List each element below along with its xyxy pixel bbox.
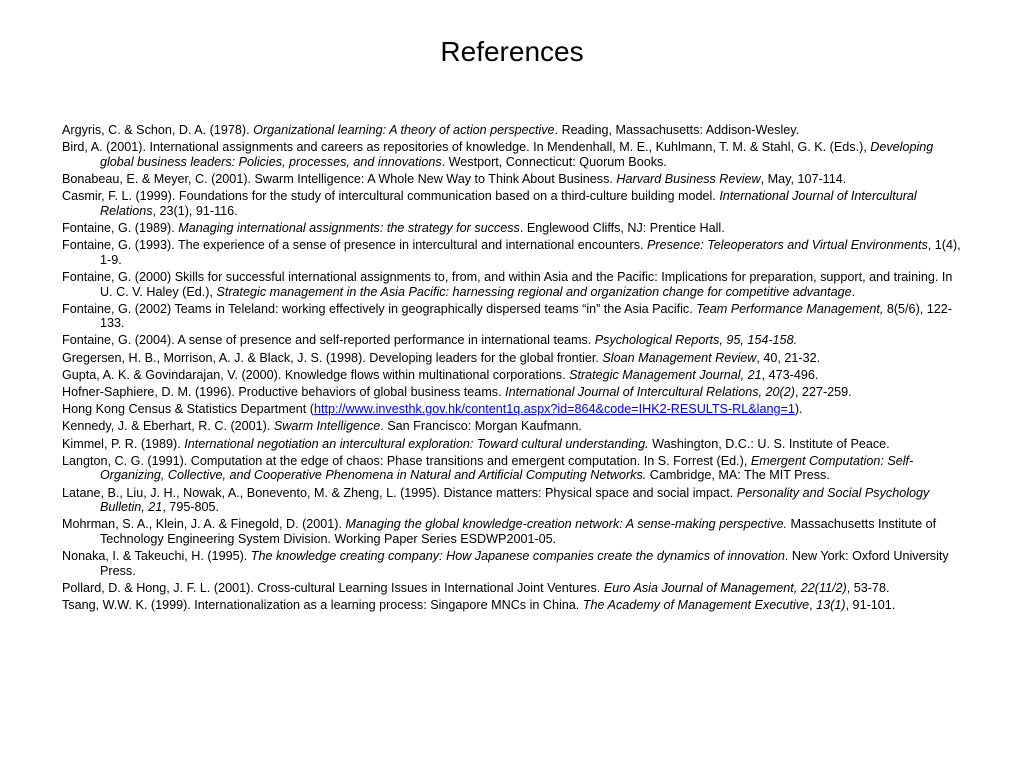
reference-text: Kennedy, J. & Eberhart, R. C. (2001). bbox=[62, 419, 274, 434]
reference-text: Fontaine, G. (1993). The experience of a sense of presence in intercultural and international encounters. bbox=[62, 238, 648, 253]
reference-text: , May, 107-114. bbox=[760, 171, 847, 186]
reference-item bbox=[62, 454, 967, 483]
reference-text: , bbox=[809, 598, 817, 613]
reference-source-title: Personality and Social Psychology Bulletin, 21 bbox=[100, 485, 930, 515]
reference-source-title: 13(1) bbox=[816, 598, 846, 613]
reference-source-title: Managing the global knowledge-creation network: A sense-making perspective. bbox=[345, 517, 787, 532]
reference-text: Langton, C. G. (1991). Computation at the edge of chaos: Phase transitions and emergent computation. In S. Forrest (Ed.), bbox=[62, 453, 751, 468]
reference-text: Bird, A. (2001). International assignments and careers as repositories of knowledge. In Mendenhall, M. E., Kuhlmann, T. M. & Stahl, G. K. (Eds.), bbox=[62, 140, 871, 155]
reference-text: , 23(1), 91-116. bbox=[152, 203, 238, 218]
reference-item bbox=[62, 385, 967, 400]
reference-text: Fontaine, G. (2002) Teams in Teleland: working effectively in geographically dispersed teams “in” the Asia Pacific. bbox=[62, 301, 697, 316]
reference-text: Latane, B., Liu, J. H., Nowak, A., Bonevento, M. & Zheng, L. (1995). Distance matters: Physical space and social impact. bbox=[62, 485, 737, 500]
reference-text: , 91-101. bbox=[845, 598, 896, 613]
reference-text: Massachusetts Institute of Technology Engineering System Division. Working Paper Series ESDWP2001-05. bbox=[100, 517, 937, 546]
reference-source-title: The Academy of Management Executive bbox=[582, 598, 810, 613]
reference-text: Gupta, A. K. & Govindarajan, V. (2000). Knowledge flows within multinational corporations. bbox=[62, 367, 570, 382]
reference-text: Fontaine, G. (1989). bbox=[62, 220, 179, 235]
reference-item bbox=[62, 402, 967, 417]
reference-item bbox=[62, 419, 967, 434]
reference-text: . New York: Oxford University Press. bbox=[100, 549, 949, 578]
reference-source-title: Swarm Intelligence bbox=[273, 419, 381, 434]
reference-text: . Reading, Massachusetts: Addison-Wesley. bbox=[554, 123, 800, 137]
reference-source-title: Team Performance Management, bbox=[696, 301, 884, 316]
reference-source-title: Harvard Business Review bbox=[616, 171, 761, 186]
reference-text: Bonabeau, E. & Meyer, C. (2001). Swarm Intelligence: A Whole New Way to Think About Business. bbox=[62, 171, 617, 186]
reference-source-title: International Journal of Intercultural Relations, 20(2) bbox=[505, 385, 795, 400]
reference-item bbox=[62, 140, 967, 169]
reference-text: Washington, D.C.: U. S. Institute of Peace. bbox=[648, 436, 890, 451]
reference-source-title: Strategic Management Journal, 21 bbox=[569, 367, 762, 382]
reference-item bbox=[62, 351, 967, 366]
reference-link[interactable]: http://www.investhk.gov.hk/content1q.aspx?id=864&code=IHK2-RESULTS-RL&lang=1 bbox=[314, 402, 795, 417]
reference-text: , 473-496. bbox=[761, 367, 819, 382]
reference-text: , 1(4), 1-9. bbox=[100, 238, 961, 267]
reference-text: Mohrman, S. A., Klein, J. A. & Finegold, D. (2001). bbox=[62, 517, 346, 532]
reference-item bbox=[62, 172, 967, 187]
reference-source-title: Organizational learning: A theory of action perspective bbox=[253, 123, 555, 137]
reference-text: , 40, 21-32. bbox=[756, 350, 821, 365]
reference-item bbox=[62, 238, 967, 267]
reference-source-title: Euro Asia Journal of Management, 22(11/2) bbox=[603, 580, 847, 595]
reference-text: Casmir, F. L. (1999). Foundations for the study of intercultural communication based on a third-culture building model. bbox=[62, 189, 720, 204]
reference-item bbox=[62, 123, 967, 138]
reference-text: . bbox=[851, 284, 856, 299]
reference-source-title: Managing international assignments: the strategy for success bbox=[178, 220, 520, 235]
reference-text: ). bbox=[794, 402, 803, 417]
reference-item bbox=[62, 270, 967, 299]
reference-list bbox=[62, 123, 967, 615]
reference-item bbox=[62, 189, 967, 218]
reference-text: Argyris, C. & Schon, D. A. (1978). bbox=[62, 123, 254, 137]
reference-item bbox=[62, 333, 967, 348]
reference-item bbox=[62, 598, 967, 613]
reference-text: Fontaine, G. (2000) Skills for successful international assignments to, from, and within Asia and the Pacific: Implications for preparation, support, and training. In U. C. V. Haley (Ed.), bbox=[62, 269, 953, 299]
reference-text: . Westport, Connecticut: Quorum Books. bbox=[441, 154, 667, 169]
reference-text: . San Francisco: Morgan Kaufmann. bbox=[380, 419, 582, 434]
reference-text: Fontaine, G. (2004). A sense of presence and self-reported performance in international teams. bbox=[62, 333, 595, 348]
reference-source-title: Emergent Computation: Self-Organizing, Collective, and Cooperative Phenomena in Natural and Artificial Computing Networks. bbox=[100, 453, 914, 483]
reference-source-title: Psychological Reports, 95, 154-158. bbox=[594, 333, 798, 348]
reference-source-title: International negotiation an intercultural exploration: Toward cultural understanding. bbox=[184, 436, 649, 451]
reference-source-title: Strategic management in the Asia Pacific: harnessing regional and organization change for competitive advantage bbox=[216, 284, 852, 299]
reference-text: Gregersen, H. B., Morrison, A. J. & Black, J. S. (1998). Developing leaders for the global frontier. bbox=[62, 350, 603, 365]
reference-text: Hong Kong Census & Statistics Department ( bbox=[62, 402, 314, 417]
reference-source-title: The knowledge creating company: How Japanese companies create the dynamics of innovation bbox=[250, 549, 785, 564]
page-title: References bbox=[440, 36, 584, 67]
reference-source-title: International Journal of Intercultural Relations bbox=[100, 189, 917, 218]
reference-item bbox=[62, 517, 967, 546]
reference-item bbox=[62, 368, 967, 383]
reference-text: Hofner-Saphiere, D. M. (1996). Productive behaviors of global business teams. bbox=[62, 385, 506, 400]
reference-item bbox=[62, 302, 967, 331]
reference-text: Kimmel, P. R. (1989). bbox=[62, 436, 185, 451]
reference-text: 8(5/6), 122-133. bbox=[100, 301, 952, 331]
reference-item bbox=[62, 437, 967, 452]
reference-text: , 795-805. bbox=[162, 500, 220, 515]
reference-text: , 53-78. bbox=[846, 580, 890, 595]
reference-source-title: Sloan Management Review bbox=[602, 350, 757, 365]
reference-item bbox=[62, 221, 967, 236]
reference-item bbox=[62, 549, 967, 578]
reference-item bbox=[62, 486, 967, 515]
reference-text: , 227-259. bbox=[794, 385, 852, 400]
reference-source-title: Presence: Teleoperators and Virtual Environments bbox=[647, 238, 928, 253]
reference-text: Pollard, D. & Hong, J. F. L. (2001). Cross-cultural Learning Issues in International Joint Ventures. bbox=[62, 580, 604, 595]
reference-text: Nonaka, I. & Takeuchi, H. (1995). bbox=[62, 549, 251, 564]
reference-source-title: Developing global business leaders: Policies, processes, and innovations bbox=[100, 140, 934, 169]
reference-text: Tsang, W.W. K. (1999). Internationalization as a learning process: Singapore MNCs in China. bbox=[62, 598, 583, 613]
reference-text: . Englewood Cliffs, NJ: Prentice Hall. bbox=[519, 220, 725, 235]
reference-text: Cambridge, MA: The MIT Press. bbox=[646, 468, 830, 483]
reference-item bbox=[62, 581, 967, 596]
